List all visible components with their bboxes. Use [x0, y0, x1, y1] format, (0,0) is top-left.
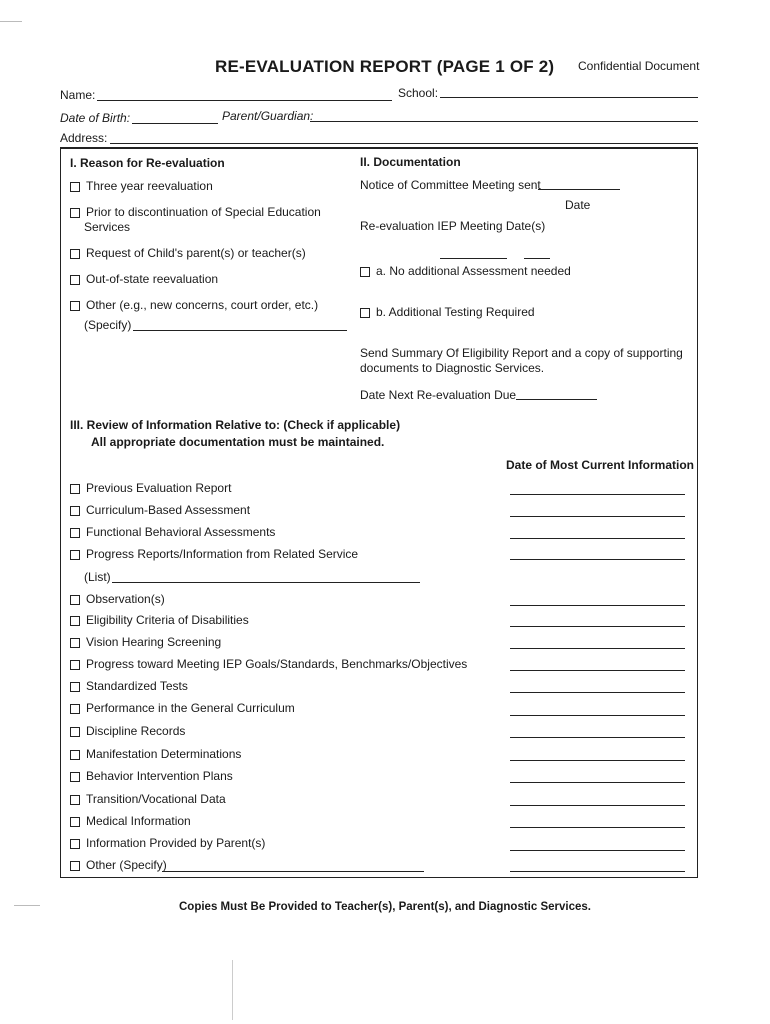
- checkbox-icon[interactable]: [70, 817, 80, 827]
- checkbox-icon[interactable]: [360, 267, 370, 277]
- send-summary-line1: Send Summary Of Eligibility Report and a copy of supporting: [360, 346, 683, 360]
- date-field-iep-progress[interactable]: [510, 670, 685, 671]
- checkbox-icon[interactable]: [70, 550, 80, 560]
- checkbox-icon[interactable]: [70, 301, 80, 311]
- school-label: School:: [398, 86, 439, 100]
- date-field-vision-hearing[interactable]: [510, 648, 685, 649]
- guardian-label: Parent/Guardian:: [222, 109, 314, 123]
- iep-date-field-2[interactable]: [524, 258, 550, 259]
- send-summary-line2: documents to Diagnostic Services.: [360, 361, 545, 375]
- address-field[interactable]: [110, 143, 698, 144]
- other-specify-field[interactable]: [162, 871, 424, 872]
- scan-mark: [14, 905, 40, 906]
- date-field-eligibility-criteria[interactable]: [510, 626, 685, 627]
- checkbox-icon[interactable]: [70, 727, 80, 737]
- date-field-manifestation[interactable]: [510, 760, 685, 761]
- checkbox-icon[interactable]: [70, 506, 80, 516]
- checkbox-icon[interactable]: [70, 182, 80, 192]
- discontinuation-continued: Services: [84, 220, 131, 234]
- date-field-progress-reports[interactable]: [510, 559, 685, 560]
- date-field-functional-behavioral[interactable]: [510, 538, 685, 539]
- date-field-behavior-plans[interactable]: [510, 782, 685, 783]
- checkbox-vision-hearing[interactable]: Vision Hearing Screening: [70, 635, 221, 650]
- date-field-previous-evaluation[interactable]: [510, 494, 685, 495]
- dob-field[interactable]: [132, 123, 218, 124]
- name-label: Name:: [60, 88, 96, 102]
- checkbox-additional-testing[interactable]: b. Additional Testing Required: [360, 305, 535, 320]
- checkbox-icon[interactable]: [70, 772, 80, 782]
- checkbox-previous-evaluation[interactable]: Previous Evaluation Report: [70, 481, 231, 496]
- checkbox-other-info[interactable]: Other (Specify): [70, 858, 167, 873]
- address-label: Address:: [60, 131, 108, 145]
- section1-heading: I. Reason for Re-evaluation: [70, 156, 225, 170]
- date-column-header: Date of Most Current Information: [506, 458, 694, 472]
- name-field[interactable]: [97, 100, 392, 101]
- date-field-discipline-records[interactable]: [510, 737, 685, 738]
- notice-label: Notice of Committee Meeting sent: [360, 178, 541, 192]
- iep-date-field-1[interactable]: [440, 258, 507, 259]
- checkbox-icon[interactable]: [70, 638, 80, 648]
- next-due-field[interactable]: [516, 399, 597, 400]
- next-due-label: Date Next Re-evaluation Due: [360, 388, 517, 402]
- dob-label: Date of Birth:: [60, 111, 131, 125]
- scan-mark: [0, 21, 22, 22]
- checkbox-no-assessment[interactable]: a. No additional Assessment needed: [360, 264, 571, 279]
- specify-field[interactable]: [133, 330, 347, 331]
- checkbox-manifestation[interactable]: Manifestation Determinations: [70, 747, 241, 762]
- checkbox-progress-reports[interactable]: Progress Reports/Information from Related Service: [70, 547, 358, 562]
- date-field-standardized-tests[interactable]: [510, 692, 685, 693]
- checkbox-icon[interactable]: [70, 616, 80, 626]
- checkbox-discontinuation[interactable]: Prior to discontinuation of Special Education: [70, 205, 321, 220]
- checkbox-icon[interactable]: [70, 704, 80, 714]
- checkbox-icon[interactable]: [70, 208, 80, 218]
- specify-label: (Specify): [84, 318, 132, 332]
- school-field[interactable]: [440, 97, 698, 98]
- checkbox-transition-vocational[interactable]: Transition/Vocational Data: [70, 792, 226, 807]
- checkbox-icon[interactable]: [70, 484, 80, 494]
- date-field-general-curriculum[interactable]: [510, 715, 685, 716]
- checkbox-parent-info[interactable]: Information Provided by Parent(s): [70, 836, 265, 851]
- page-title: RE-EVALUATION REPORT (PAGE 1 OF 2): [215, 57, 555, 76]
- footer-note: Copies Must Be Provided to Teacher(s), Parent(s), and Diagnostic Services.: [179, 901, 591, 913]
- list-field[interactable]: [112, 582, 420, 583]
- scan-mark: [232, 960, 233, 1020]
- confidential-label: Confidential Document: [578, 59, 700, 73]
- checkbox-icon[interactable]: [70, 660, 80, 670]
- checkbox-observations[interactable]: Observation(s): [70, 592, 165, 607]
- date-field-transition-vocational[interactable]: [510, 805, 685, 806]
- checkbox-icon[interactable]: [70, 839, 80, 849]
- checkbox-three-year[interactable]: Three year reevaluation: [70, 179, 213, 194]
- date-caption: Date: [565, 198, 591, 212]
- checkbox-icon[interactable]: [70, 795, 80, 805]
- checkbox-discipline-records[interactable]: Discipline Records: [70, 724, 185, 739]
- checkbox-general-curriculum[interactable]: Performance in the General Curriculum: [70, 701, 295, 716]
- section3-subheading: All appropriate documentation must be maintained.: [91, 435, 385, 449]
- date-field-medical[interactable]: [510, 827, 685, 828]
- checkbox-icon[interactable]: [70, 528, 80, 538]
- section2-heading: II. Documentation: [360, 155, 461, 169]
- section3-heading: III. Review of Information Relative to: (Check if applicable): [70, 418, 401, 432]
- checkbox-other-reason[interactable]: Other (e.g., new concerns, court order, etc.): [70, 298, 318, 313]
- date-field-curriculum-based[interactable]: [510, 516, 685, 517]
- guardian-field[interactable]: [310, 121, 698, 122]
- checkbox-iep-progress[interactable]: Progress toward Meeting IEP Goals/Standards, Benchmarks/Objectives: [70, 657, 467, 672]
- checkbox-out-of-state[interactable]: Out-of-state reevaluation: [70, 272, 218, 287]
- checkbox-request-parent[interactable]: Request of Child's parent(s) or teacher(s): [70, 246, 306, 261]
- iep-dates-label: Re-evaluation IEP Meeting Date(s): [360, 219, 546, 233]
- notice-date-field[interactable]: [538, 189, 620, 190]
- checkbox-curriculum-based[interactable]: Curriculum-Based Assessment: [70, 503, 250, 518]
- date-field-other-info[interactable]: [510, 871, 685, 872]
- checkbox-standardized-tests[interactable]: Standardized Tests: [70, 679, 188, 694]
- checkbox-icon[interactable]: [70, 750, 80, 760]
- checkbox-behavior-plans[interactable]: Behavior Intervention Plans: [70, 769, 233, 784]
- date-field-observations[interactable]: [510, 605, 685, 606]
- checkbox-icon[interactable]: [70, 861, 80, 871]
- checkbox-medical[interactable]: Medical Information: [70, 814, 191, 829]
- checkbox-eligibility-criteria[interactable]: Eligibility Criteria of Disabilities: [70, 613, 249, 628]
- checkbox-icon[interactable]: [360, 308, 370, 318]
- date-field-parent-info[interactable]: [510, 850, 685, 851]
- checkbox-icon[interactable]: [70, 249, 80, 259]
- checkbox-icon[interactable]: [70, 682, 80, 692]
- checkbox-icon[interactable]: [70, 275, 80, 285]
- checkbox-icon[interactable]: [70, 595, 80, 605]
- checkbox-functional-behavioral[interactable]: Functional Behavioral Assessments: [70, 525, 275, 540]
- list-label: (List): [84, 570, 111, 584]
